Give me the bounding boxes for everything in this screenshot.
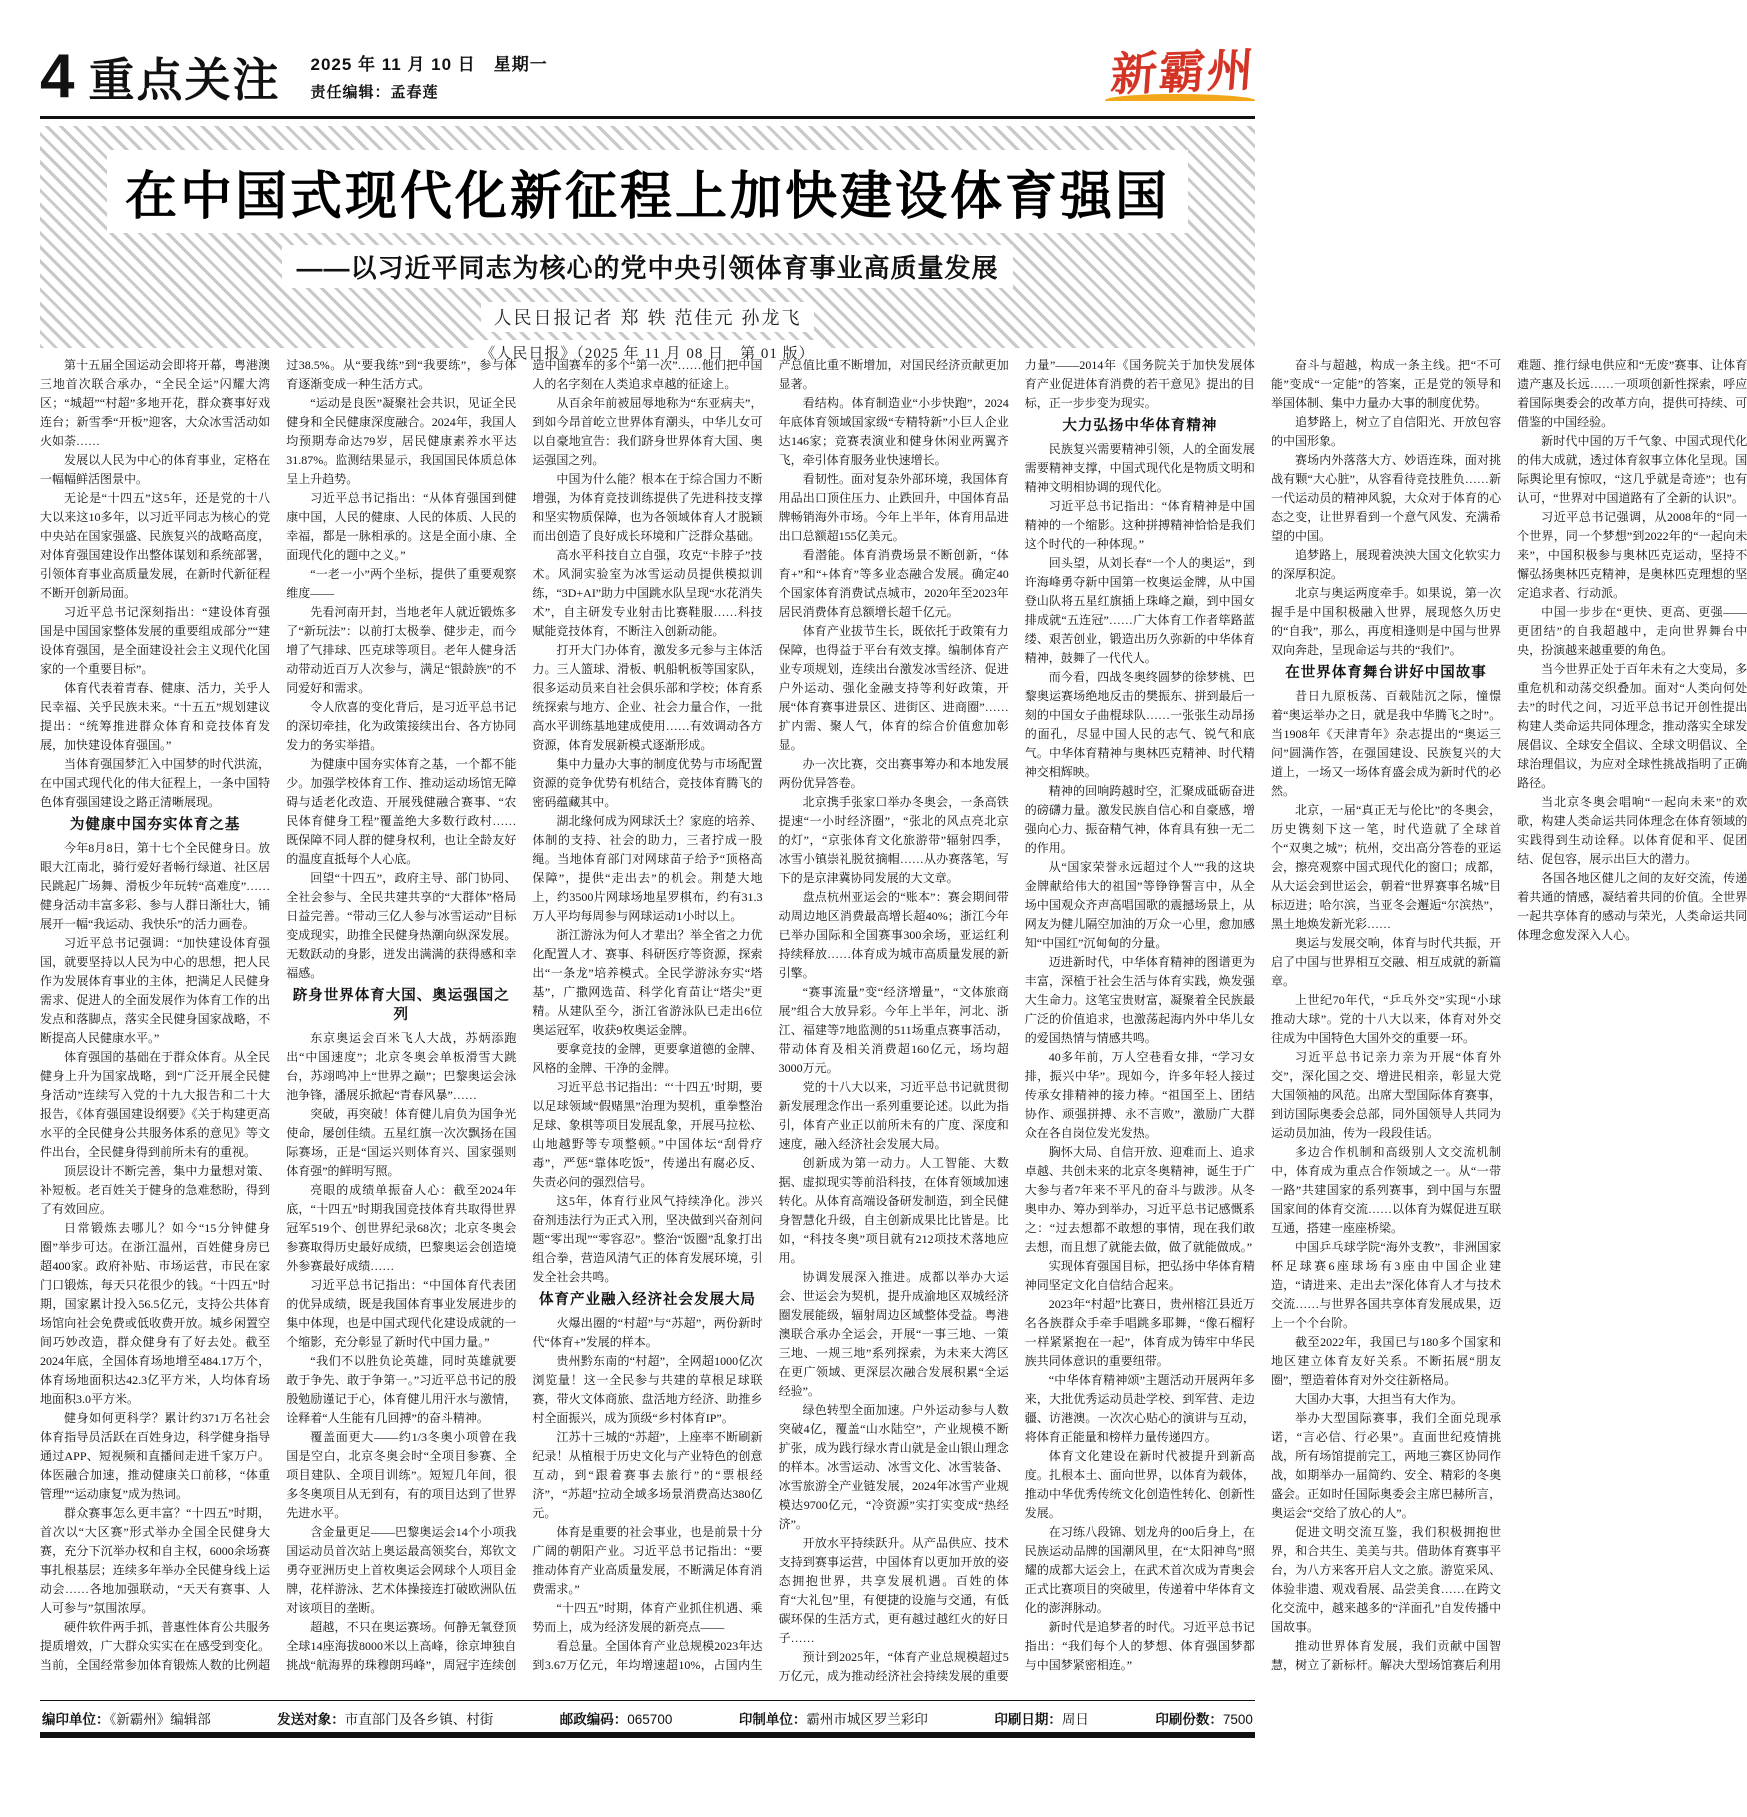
article-paragraph: 今年8月8日，第十七个全民健身日。放眼大江南北，骑行爱好者畅行绿道、社区居民跳起广场舞、滑板少年玩转“高难度”……健身活动丰富多彩、参与人群日渐壮大，铺展开一幅“我运动、我快乐”的活力画卷。 xyxy=(40,841,271,931)
article-paragraph: 突破，再突破！体育健儿肩负为国争光使命，屡创佳绩。五星红旗一次次飘扬在国际赛场，正是“国运兴则体育兴、国家强则体育强”的鲜明写照。 xyxy=(286,1107,517,1178)
headline-panel xyxy=(40,126,1255,362)
section-name: 重点关注 xyxy=(88,54,281,106)
article-paragraph: “我们不以胜负论英雄，同时英雄就要敢于争先、敢于争第一。”习近平总书记的殷殷勉励谨记于心，体育健儿用汗水与激情，诠释着“人生能有几回搏”的奋斗精神。 xyxy=(286,1354,517,1425)
footer-item: 发送对象：市直部门及各乡镇、村街 xyxy=(277,1712,494,1727)
article-paragraph: 中国乒乓球学院“海外支教”，非洲国家杯足球赛6座球场有3座由中国企业建造，“请进来、走出去”深化体育人才与技术交流……与世界各国共享体育发展成果，迈上一个个台阶。 xyxy=(1270,1240,1502,1330)
article-paragraph: 推动世界体育发展，我们贡献中国智慧，树立了新标杆。解决大型场馆赛后利用难题、推行绿电供应和“无废”赛事、让体育遗产惠及长远……一项项创新性探索，呼应着国际奥委会的改革方向，提供可持续、可借鉴的中国经验。 xyxy=(1270,358,1747,1672)
section-heading: 跻身世界体育大国、奥运强国之列 xyxy=(292,988,510,1023)
article-paragraph: 回望“十四五”，政府主导、部门协同、全社会参与、全民共建共享的“大群体”格局日益完善。“带动三亿人参与冰雪运动”目标变成现实，助推全民健身热潮向纵深发展。无数跃动的身影，迸发出满满的获得感和幸福感。 xyxy=(286,871,517,980)
article-paragraph: 从百余年前被屈辱地称为“东亚病夫”，到如今昂首屹立世界体育潮头，中华儿女可以自豪地宣告：我们跻身世界体育大国、奥运强国之列。 xyxy=(532,396,763,467)
article-paragraph: 含金量更足——巴黎奥运会14个小项我国运动员首次站上奥运最高领奖台，郑钦文勇夺亚洲历史上首枚奥运会网球个人项目金牌，花样游泳、艺术体操接连打破欧洲队伍对该项目的垄断。 xyxy=(286,1525,517,1615)
article-paragraph: “运动是良医”凝聚社会共识，见证全民健身和全民健康深度融合。2024年，我国人均预期寿命达79岁，居民健康素养水平达31.87%。监测结果显示，我国国民体质总体呈上升趋势。 xyxy=(286,396,517,486)
article-paragraph: 当体育强国梦汇入中国梦的时代洪流，在中国式现代化的伟大征程上，一条中国特色体育强国建设之路正清晰展现。 xyxy=(40,757,271,809)
article-paragraph: 高水平科技自立自强，攻克“卡脖子”技术。风洞实验室为冰雪运动员提供模拟训练，“3D+AI”助力中国跳水队呈现“水花消失术”，自主研发专业射击比赛鞋服……科技赋能竞技体育，不断注入创新动能。 xyxy=(532,548,763,638)
article-paragraph: 健身如何更科学？累计约371万名社会体育指导员活跃在百姓身边，科学健身指导通过APP、短视频和直播间走进千家万户。体医融合加速，推动健康关口前移，“体重管理”“运动康复”成为热词。 xyxy=(40,1411,271,1501)
section-heading: 体育产业融入经济社会发展大局 xyxy=(538,1292,756,1308)
article-paragraph: 在习练八段锦、划龙舟的00后身上，在民族运动品牌的国潮风里，在“太阳神鸟”照耀的成都大运会上，在武术首次成为青奥会正式比赛项目的突破里，传递着中华体育文化的澎湃脉动。 xyxy=(1024,1525,1255,1615)
article-paragraph: 看韧性。面对复杂外部环境，我国体育用品出口顶住压力、止跌回升，中国体育品牌畅销海外市场。今年上半年，体育用品进出口总额超155亿美元。 xyxy=(778,472,1009,543)
article-paragraph: 看总量。全国体育产业总规模2023年达到3.67万亿元，年均增速超10%，占国内生产总值比重不断增加，对国民经济贡献更加显著。 xyxy=(532,358,1009,1672)
article-paragraph: 预计到2025年，“体育产业总规模超过5万亿元，成为推动经济社会持续发展的重要力量”——2014年《国务院关于加快发展体育产业促进体育消费的若干意见》提出的目标，正一步步变为现实。 xyxy=(778,358,1255,1683)
article-paragraph: 群众赛事怎么更丰富？“十四五”时期，首次以“大区赛”形式举办全国全民健身大赛，充分下沉举办权和自主权，6000余场赛事扎根基层；连续多年举办全民健身线上运动会……各地加强联动，“天天有赛事、人人可参与”氛围浓厚。 xyxy=(40,1506,271,1615)
article-paragraph: 新时代中国的万千气象、中国式现代化的伟大成就，透过体育叙事立体化呈现。国际舆论里有惊叹，“这几乎就是奇迹”；也有认可，“世界对中国道路有了全新的认识”。 xyxy=(1517,434,1747,505)
article-paragraph: 协调发展深入推进。成都以举办大运会、世运会为契机，提升成渝地区双城经济圈发展能级，辐射周边区域整体受益。粤港澳联合承办全运会，开展“一事三地、一策三地、一规三地”系列探索，为未来大湾区在更广领域、更深层次融合发展积累“全运经验”。 xyxy=(778,1270,1009,1398)
article-byline: 人民日报记者 郑 轶 范佳元 孙龙飞 xyxy=(481,302,813,332)
article-paragraph: 日常锻炼去哪儿？如今“15分钟健身圈”举步可达。在浙江温州，百姓健身房已超400家。政府补贴、市场运营，市民在家门口锻炼，每天只花很少的钱。“十四五”时期，国家累计投入56.5亿元，支持公共体育场馆向社会免费或低收费开放。城乡闲置空间巧妙改造，群众健身有了好去处。截至2024年底，全国体育场地增至484.17万个，体育场地面积达42.3亿平方米，人均体育场地面积3.0平方米。 xyxy=(40,1221,271,1406)
article-paragraph: 顶层设计不断完善，集中力量想对策、补短板。老百姓关于健身的急难愁盼，得到了有效回应。 xyxy=(40,1164,271,1216)
article-paragraph: 昔日九原板荡、百载陆沉之际，憧憬着“奥运举办之日，就是我中华腾飞之时”。当1908年《天津青年》杂志提出的“奥运三问”圆满作答，在强国建设、民族复兴的大道上，一场又一场体育盛会成为新时代的必然。 xyxy=(1270,689,1502,798)
article-paragraph: 开放水平持续跃升。从产品供应、技术支持到赛事运营，中国体育以更加开放的姿态拥抱世界，共享发展机遇。百姓的体育“大礼包”里，有便捷的设施与交通，有低碳环保的生活方式，更有越过越红火的好日子…… xyxy=(778,1536,1009,1645)
article-paragraph: 为健康中国夯实体育之基，一个都不能少。加强学校体育工作、推动运动场馆无障碍与适老化改造、开展残健融合赛事、“农民体育健身工程”覆盖绝大多数行政村……既保障不同人群的健身权利，也让全龄友好的温度直抵每个人心底。 xyxy=(286,757,517,866)
article-paragraph: 追梦路上，树立了自信阳光、开放包容的中国形象。 xyxy=(1270,415,1502,448)
article-paragraph: 40多年前，万人空巷看女排，“学习女排，振兴中华”。现如今，许多年轻人接过传承女排精神的接力棒。“祖国至上、团结协作、顽强拼搏、永不言败”，激励广大群众在各自岗位发光发热。 xyxy=(1024,1050,1255,1140)
article-paragraph: 发展以人民为中心的体育事业，定格在一幅幅鲜活图景中。 xyxy=(40,453,271,486)
article-paragraph: 习近平总书记强调：“加快建设体育强国，就要坚持以人民为中心的思想，把人民作为发展体育事业的主体，把满足人民健身需求、促进人的全面发展作为体育工作的出发点和落脚点，落实全民健身国家战略，不断提高人民健康水平。” xyxy=(40,936,271,1045)
article-paragraph: 创新成为第一动力。人工智能、大数据、虚拟现实等前沿科技，在体育领域加速转化。从体育高端设备研发制造，到全民健身智慧化升级，自主创新成果比比皆是。比如，“科技冬奥”项目就有212项技术落地应用。 xyxy=(778,1156,1009,1265)
article-paragraph: 习近平总书记指出：“从体育强国到健康中国，人民的健康、人民的体质、人民的幸福，都是一脉相承的。这是全面小康、全面现代化的题中之义。” xyxy=(286,491,517,562)
article-paragraph: 精神的回响跨越时空，汇聚成砥砺奋进的磅礴力量。激发民族自信心和自豪感，增强向心力、振奋精气神，体育具有独一无二的作用。 xyxy=(1024,784,1255,855)
footer-item: 印刷份数：7500 xyxy=(1155,1712,1253,1727)
article-paragraph: 民族复兴需要精神引领，人的全面发展需要精神支撑，中国式现代化是物质文明和精神文明相协调的现代化。 xyxy=(1024,442,1255,494)
article-paragraph: 集中力量办大事的制度优势与市场配置资源的竞争优势有机结合，竞技体育腾飞的密码蕴藏其中。 xyxy=(532,757,763,809)
article-paragraph: 赛场内外落落大方、妙语连珠，面对挑战有颗“大心脏”，从容看待竞技胜负……新一代运动员的精神风貌，大众对于体育的心态之变，让世界看到一个意气风发、充满希望的中国。 xyxy=(1270,453,1502,543)
section-heading: 大力弘扬中华体育精神 xyxy=(1062,418,1218,434)
article-paragraph: 从“国家荣誉永远超过个人”“我的这块金牌献给伟大的祖国”等铮铮誓言中，从全场中国观众齐声高唱国歌的震撼场景上，从网友为健儿隔空加油的万众一心里，愈加感知“中国红”沉甸甸的分量。 xyxy=(1024,860,1255,950)
article-paragraph: 北京与奥运两度牵手。如果说，第一次握手是中国积极融入世界，展现悠久历史的“自我”，那么，再度相逢则是中国与世界双向奔赴，呈现命运与共的“我们”。 xyxy=(1270,586,1502,657)
article-paragraph: 北京，一届“真正无与伦比”的冬奥会，历史镌刻下这一笔，时代造就了全球首个“双奥之城”；杭州，交出高分答卷的亚运会，擦亮观察中国式现代化的窗口；成都，从大运会到世运会，朝着“世界赛事名城”目标迈进；哈尔滨，当亚冬会邂逅“尔滨热”，黑土地焕发新光彩…… xyxy=(1270,803,1502,931)
article-paragraph: 举办大型国际赛事，我们全面兑现承诺，“言必信、行必果”。直面世纪疫情挑战，所有场馆提前完工，两地三赛区协同作战，如期举办一届简约、安全、精彩的冬奥盛会。正如时任国际奥委会主席巴赫所言，奥运会“交给了放心的人”。 xyxy=(1270,1411,1502,1520)
article-paragraph: 江苏十三城的“苏超”，上座率不断刷新纪录！从植根于历史文化与产业特色的创意互动，到“跟着赛事去旅行”的“票根经济”，“苏超”拉动全域多场景消费高达380亿元。 xyxy=(532,1430,763,1520)
footer-bottom-bar xyxy=(40,1732,1255,1738)
article-paragraph: 亮眼的成绩单振奋人心：截至2024年底，“十四五”时期我国竞技体育共取得世界冠军519个、创世界纪录68次；北京冬奥会参赛取得历史最好成绩，巴黎奥运会创造境外参赛最好成绩…… xyxy=(286,1183,517,1273)
article-paragraph: 体育代表着青春、健康、活力，关乎人民幸福、关乎民族未来。“十五五”规划建议提出：“统筹推进群众体育和竞技体育发展，加快建设体育强国。” xyxy=(40,681,271,752)
article-paragraph: 新时代是追梦者的时代。习近平总书记指出：“我们每个人的梦想、体育强国梦都与中国梦紧密相连。” xyxy=(1024,1620,1255,1672)
masthead xyxy=(40,42,1258,112)
article-paragraph: 2023年“村超”比赛日，贵州榕江县近万名各族群众手牵手唱跳多耶舞，“像石榴籽一样紧紧抱在一起”，体育成为铸牢中华民族共同体意识的重要纽带。 xyxy=(1024,1297,1255,1368)
article-paragraph: 令人欣喜的变化背后，是习近平总书记的深切牵挂，化为政策接续出台、各方协同发力的务实举措。 xyxy=(286,700,517,752)
article-paragraph: 回头望，从刘长春“一个人的奥运”，到许海峰勇夺新中国第一枚奥运金牌，从中国登山队将五星红旗插上珠峰之巅，到中国女排成就“五连冠”……广大体育工作者筚路蓝缕、艰苦创业，锻造出历久弥新的中华体育精神，鼓舞了一代代人。 xyxy=(1024,556,1255,665)
article-paragraph: “一老一小”两个坐标，提供了重要观察维度—— xyxy=(286,567,517,600)
article-paragraph: 奥运与发展交响，体育与时代共振，开启了中国与世界相互交融、相互成就的新篇章。 xyxy=(1270,936,1502,988)
footer-item: 印制单位：霸州市城区罗兰彩印 xyxy=(738,1712,928,1727)
article-paragraph: 盘点杭州亚运会的“账本”：赛会期间带动周边地区消费最高增长超40%；浙江今年已举办国际和全国赛事300余场，亚运红利持续释放……体育成为城市高质量发展的新引擎。 xyxy=(778,890,1009,980)
article-paragraph: 东京奥运会百米飞人大战，苏炳添跑出“中国速度”；北京冬奥会单板滑雪大跳台，苏翊鸣冲上“世界之巅”；巴黎奥运会泳池争锋，潘展乐掀起“青春风暴”…… xyxy=(286,1031,517,1102)
article-paragraph: 当今世界正处于百年未有之大变局，多重危机和动荡交织叠加。面对“人类向何处去”的时代之问，习近平总书记开创性提出构建人类命运共同体理念，推动落实全球发展倡议、全球安全倡议、全球文明倡议、全球治理倡议，为应对全球性挑战指明了正确路径。 xyxy=(1517,662,1747,790)
article-paragraph: 体育产业拔节生长，既依托于政策有力保障，也得益于平台有效支撑。编制体育产业专项规划，连续出台激发冰雪经济、促进户外运动、强化金融支持等利好政策，开展“体育赛事进景区、进街区、进商圈”……扩内需、聚人气，体育的综合价值愈加彰显。 xyxy=(778,624,1009,752)
footer-item: 编印单位：《新霸州》编辑部 xyxy=(42,1712,211,1727)
article-paragraph: 贵州黔东南的“村超”，全网超1000亿次浏览量！这一全民参与共建的草根足球联赛，带火文体商旅、盘活地方经济、助推乡村全面振兴，成为顶级“乡村体育IP”。 xyxy=(532,1354,763,1425)
article-paragraph: “赛事流量”变“经济增量”，“文体旅商展”组合大放异彩。今年上半年，河北、浙江、福建等7地监测的511场重点赛事活动，带动体育及相关消费超160亿元，场均超3000万元。 xyxy=(778,985,1009,1075)
article-paragraph: 截至2022年，我国已与180多个国家和地区建立体育友好关系。不断拓展“朋友圈”，塑造着体育对外交往新格局。 xyxy=(1270,1335,1502,1387)
article-paragraph: 各国各地区健儿之间的友好交流，传递着共通的情感，凝结着共同的价值。全世界一起共享体育的感动与荣光，人类命运共同体理念愈发深入人心。 xyxy=(1517,871,1747,942)
article-paragraph: 火爆出圈的“村超”与“苏超”，两份新时代“体育+”发展的样本。 xyxy=(532,1316,763,1349)
article-paragraph: 实现体育强国目标，把弘扬中华体育精神同坚定文化自信结合起来。 xyxy=(1024,1259,1255,1292)
article-paragraph: 浙江游泳为何人才辈出？举全省之力优化配置人才、赛事、科研医疗等资源，探索出“一条龙”培养模式。全民学游泳夯实“塔基”，广撒网选苗、科学化育苗让“塔尖”更精。从建队至今，浙江省游泳队已走出6位奥运冠军，收获9枚奥运金牌。 xyxy=(532,928,763,1037)
article-paragraph: 习近平总书记亲力亲为开展“体育外交”，深化国之交、增进民相亲，彰显大党大国领袖的风范。出席大型国际体育赛事，到访国际奥委会总部，同外国领导人共同为运动员加油，传为一段段佳话。 xyxy=(1270,1050,1502,1140)
article-paragraph: 习近平总书记指出：“中国体育代表团的优异成绩，既是我国体育事业发展进步的集中体现，也是中国式现代化建设成就的一个缩影，充分彰显了新时代中国力量。” xyxy=(286,1278,517,1349)
article-paragraph: 迈进新时代，中华体育精神的图谱更为丰富，深植于社会生活与体育实践，焕发强大生命力。这笔宝贵财富，凝聚着全民族最广泛的价值追求，也激荡起海内外中华儿女的爱国热情与情感共鸣。 xyxy=(1024,955,1255,1045)
article-paragraph: 追梦路上，展现着泱泱大国文化软实力的深厚积淀。 xyxy=(1270,548,1502,581)
article-paragraph: 这5年，体育行业风气持续净化。涉兴奋剂违法行为正式入刑，坚决做到兴奋剂问题“零出现”“零容忍”。整治“饭圈”乱象打出组合拳，营造风清气正的体育发展环境，引发全社会共鸣。 xyxy=(532,1194,763,1284)
article-title: 在中国式现代化新征程上加快建设体育强国 xyxy=(107,150,1188,233)
article-paragraph: 看潜能。体育消费场景不断创新，“体育+”和“+体育”等多业态融合发展。确定40个国家体育消费试点城市，2020年至2023年居民消费体育总额增长超千亿元。 xyxy=(778,548,1009,619)
article-paragraph: “中华体育精神颂”主题活动开展两年多来，大批优秀运动员赴学校、到军营、走边疆、访港澳。一次次心贴心的演讲与互动，将体育正能量和榜样力量传递四方。 xyxy=(1024,1373,1255,1444)
article-paragraph: 第十五届全国运动会即将开幕，粤港澳三地首次联合承办，“全民全运”闪耀大湾区；“城超”“村超”多地开花，群众赛事好戏连台；新雪季“开板”迎客，大众冰雪活动如火如荼…… xyxy=(40,358,271,448)
article-paragraph: 要拿竞技的金牌，更要拿道德的金牌、风格的金牌、干净的金牌。 xyxy=(532,1042,763,1075)
article-paragraph: 无论是“十四五”这5年，还是党的十八大以来这10多年，以习近平同志为核心的党中央站在国家强盛、民族复兴的战略高度，对体育强国建设作出整体谋划和系统部署，引领体育事业高质量发展，在新时代新征程不断开创新局面。 xyxy=(40,491,271,600)
article-source: 《人民日报》（2025 年 11 月 08 日 第 01 版） xyxy=(470,340,824,365)
article-paragraph: 体育文化建设在新时代被提升到新高度。扎根本土、面向世界，以体育为载体，推动中华优秀传统文化创造性转化、创新性发展。 xyxy=(1024,1449,1255,1520)
article-body xyxy=(40,356,1747,1688)
article-paragraph: 促进文明交流互鉴，我们积极拥抱世界，和合共生、美美与共。借助体育赛事平台，为八方来客开启人文之旅。游览采风、体验非遗、观戏看展、品尝美食……在跨文化交流中，越来越多的“洋面孔”自发传播中国故事。 xyxy=(1270,1525,1502,1634)
article-paragraph: 习近平总书记强调，从2008年的“同一个世界，同一个梦想”到2022年的“一起向未来”，中国积极参与奥林匹克运动，坚持不懈弘扬奥林匹克精神，是奥林匹克理想的坚定追求者、行动派。 xyxy=(1517,510,1747,600)
article-paragraph: 硬件软件两手抓，普惠性体育公共服务提质增效，广大群众实实在在感受到变化。当前，全国经常参加体育锻炼人数的比例超过38.5%。从“要我练”到“我要练”，参与体育逐渐变成一种生活方式。 xyxy=(40,358,517,1672)
page-number: 4 xyxy=(40,42,75,111)
article-paragraph: 体育强国的基础在于群众体育。从全民健身上升为国家战略，到“广泛开展全民健身活动”连续写入党的十九大报告和二十大报告，《体育强国建设纲要》《关于构建更高水平的全民健身公共服务体系的意见》等文件出台，全民健身得到前所未有的重视。 xyxy=(40,1050,271,1159)
article-paragraph: 覆盖面更大——约1/3冬奥小项曾在我国是空白，北京冬奥会时“全项目参赛、全项目建队、全项目训练”。短短几年间，很多冬奥项目从无到有，有的项目达到了世界先进水平。 xyxy=(286,1430,517,1520)
article-paragraph: 党的十八大以来，习近平总书记就贯彻新发展理念作出一系列重要论述。以此为指引，体育产业正以前所未有的广度、深度和速度，融入经济社会发展大局。 xyxy=(778,1080,1009,1151)
article-paragraph: 先看河南开封，当地老年人就近锻炼多了“新玩法”：以前打太极拳、健步走，而今增了气排球、匹克球等项目。老年人健身活动带动近百万人次参与，满足“银龄族”的不同爱好和需求。 xyxy=(286,605,517,695)
article-paragraph: 看结构。体育制造业“小步快跑”，2024年底体育领域国家级“专精特新”小巨人企业达146家；竞赛表演业和健身休闲业两翼齐飞，牵引体育服务业快速增长。 xyxy=(778,396,1009,467)
date-line: 2025 年 11 月 10 日 星期一 xyxy=(310,55,548,74)
newspaper-logo xyxy=(1105,44,1258,101)
article-paragraph: 奋斗与超越，构成一条主线。把“不可能”变成“一定能”的答案，正是党的领导和举国体制、集中力量办大事的制度优势。 xyxy=(1270,358,1502,410)
article-paragraph: 打开大门办体育，激发多元参与主体活力。三人篮球、滑板、帆船帆板等国家队，很多运动员来自社会俱乐部和学校；体育系统探索与地方、企业、社会力量合作，一批高水平训练基地建成使用……有效调动各方资源，体育发展新模式逐渐形成。 xyxy=(532,643,763,752)
article-paragraph: 中国为什么能？根本在于综合国力不断增强，为体育竞技训练提供了先进科技支撑和坚实物质保障，也为各领域体育人才脱颖而出创造了良好成长环境和广泛群众基础。 xyxy=(532,472,763,543)
article-paragraph: 大国办大事，大担当有大作为。 xyxy=(1294,1392,1463,1406)
section-heading: 为健康中国夯实体育之基 xyxy=(69,817,241,833)
article-paragraph: 湖北缘何成为网球沃土？家庭的培养、体制的支持、社会的助力，三者拧成一股绳。当地体育部门对网球苗子给予“顶格高保障”，提供“走出去”的机会。荆楚大地上，约3500片网球场地星罗棋布，约有31.3万人平均每周参与网球运动1小时以上。 xyxy=(532,814,763,923)
article-paragraph: 办一次比赛，交出赛事筹办和本地发展两份优异答卷。 xyxy=(778,757,1009,790)
article-paragraph: 北京携手张家口举办冬奥会，一条高铁提速“一小时经济圈”，“张北的风点亮北京的灯”，“京张体育文化旅游带”辐射四季，冰雪小镇崇礼脱贫摘帽……从办赛落笔，写下的是京津冀协同发展的大文章。 xyxy=(778,795,1009,885)
page-footer xyxy=(40,1700,1255,1734)
editor-line: 责任编辑：孟春莲 xyxy=(310,84,439,101)
article-paragraph: 胸怀大局、自信开放、迎难而上、追求卓越、共创未来的北京冬奥精神，诞生于广大参与者7年来不平凡的奋斗与跋涉。从冬奥申办、筹办到举办，习近平总书记感慨系之：“过去想都不敢想的事情，现在我们敢去想，而且想了就能去做，做了就能做成。” xyxy=(1024,1145,1255,1254)
article-paragraph: “十四五”时期，体育产业抓住机遇、乘势而上，成为经济发展的新亮点—— xyxy=(532,1601,763,1634)
section-heading: 在世界体育舞台讲好中国故事 xyxy=(1285,665,1487,681)
article-paragraph: 而今看，四战冬奥终圆梦的徐梦桃、巴黎奥运赛场绝地反击的樊振东、拼到最后一刻的中国女子曲棍球队……一张张生动昂扬的面孔，尽显中国人民的志气、锐气和底气。中华体育精神与奥林匹克精神、时代精神交相辉映。 xyxy=(1024,670,1255,779)
article-paragraph: 习近平总书记指出：“体育精神是中国精神的一个缩影。这种拼搏精神恰恰是我们这个时代的一种体现。” xyxy=(1024,499,1255,551)
article-paragraph: 体育是重要的社会事业，也是前景十分广阔的朝阳产业。习近平总书记指出：“要推动体育产业高质量发展，不断满足体育消费需求。” xyxy=(532,1525,763,1596)
article-paragraph: 习近平总书记指出：“‘十四五’时期，要以足球领域“假赌黑”治理为契机，重拳整治足球、象棋等项目发展乱象，开展马拉松、山地越野等专项整顿。”中国体坛“刮骨疗毒”，严惩“靠体吃饭”，传递出有腐必反、失责必问的强烈信号。 xyxy=(532,1080,763,1189)
article-paragraph: 中国一步步在“更快、更高、更强——更团结”的自我超越中，走向世界舞台中央，扮演越来越重要的角色。 xyxy=(1517,605,1747,657)
article-subtitle: ——以习近平同志为核心的党中央引领体育事业高质量发展 xyxy=(282,245,1012,288)
masthead-rule xyxy=(40,116,1255,119)
article-paragraph: 多边合作机制和高级别人文交流机制中，体育成为重点合作领域之一。从“一带一路”共建国家的系列赛事，到中国与东盟国家间的体育交流……以体育为媒促进互联互通，搭建一座座桥梁。 xyxy=(1270,1145,1502,1235)
article-paragraph: 当北京冬奥会唱响“一起向未来”的欢歌，构建人类命运共同体理念在体育领域的实践得到生动诠释。以体育促和平、促团结、促包容，展示出巨大的潜力。 xyxy=(1517,795,1747,866)
footer-item: 邮政编码：065700 xyxy=(559,1712,673,1727)
article-paragraph: 超越，不只在奥运赛场。何静无氧登顶全球14座海拔8000米以上高峰，徐京坤独自挑战“航海界的珠穆朗玛峰”，周冠宇连续创造中国赛车的多个“第一次”……他们把中国人的名字刻在人类追求卓越的征途上。 xyxy=(286,358,763,1672)
article-paragraph: 绿色转型全面加速。户外运动参与人数突破4亿，覆盖“山水陆空”，产业规模不断扩张，成为践行绿水青山就是金山银山理念的样本。冰雪运动、冰雪文化、冰雪装备、冰雪旅游全产业链发展，2024年冰雪产业规模达9700亿元，“冷资源”实打实变成“热经济”。 xyxy=(778,1403,1009,1531)
footer-item: 印刷日期：周日 xyxy=(994,1712,1089,1727)
newspaper-logo-text: 新霸州 xyxy=(1109,44,1258,101)
article-paragraph: 习近平总书记深刻指出：“建设体育强国是中国国家整体发展的重要组成部分”“建设体育强国，是全面建设社会主义现代化国家的一个重要目标”。 xyxy=(40,605,271,676)
article-paragraph: 上世纪70年代，“乒乓外交”实现“小球推动大球”。党的十八大以来，体育对外交往成为中国特色大国外交的重要一环。 xyxy=(1270,993,1502,1045)
